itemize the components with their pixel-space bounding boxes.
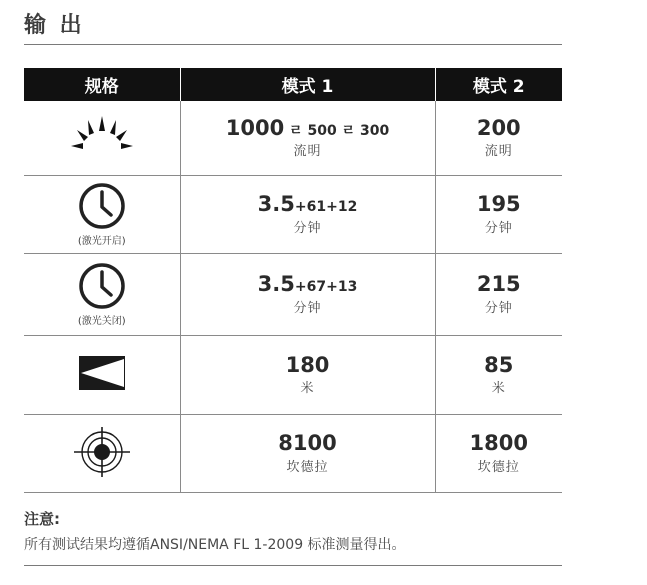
mode1-cell	[180, 336, 435, 415]
mode2-value: 1800	[469, 431, 528, 456]
mode1-cell	[180, 254, 435, 336]
target-crosshair-icon	[74, 427, 130, 477]
mode1-unit: 流明	[293, 144, 322, 160]
table-row	[24, 415, 562, 493]
mode1-value: 8100	[278, 431, 337, 456]
spec-cell	[24, 415, 180, 493]
spec-cell	[24, 336, 180, 415]
spec-cell	[24, 254, 180, 336]
mode1-value: 3.5+61+12	[257, 192, 358, 217]
mode2-value: 200	[476, 115, 521, 140]
mode2-unit: 分钟	[484, 220, 513, 236]
mode2-unit: 米	[491, 381, 506, 397]
table-row	[24, 254, 562, 336]
mode2-cell	[435, 101, 562, 176]
mode1-cell	[180, 101, 435, 176]
table-row	[24, 176, 562, 254]
mode1-value: 180	[285, 352, 330, 377]
clock-icon	[78, 182, 126, 230]
output-spec-table	[24, 68, 562, 493]
mode2-unit: 流明	[484, 144, 513, 160]
mode2-cell	[435, 415, 562, 493]
title-divider	[24, 44, 562, 45]
mode2-value: 215	[476, 272, 521, 297]
mode1-value: 1000 ㄹ 500 ㄹ 300	[225, 115, 390, 140]
mode2-cell	[435, 254, 562, 336]
mode2-value: 195	[476, 192, 521, 217]
mode2-cell	[435, 336, 562, 415]
mode1-unit: 分钟	[293, 300, 322, 316]
mode1-cell	[180, 176, 435, 254]
note-label: 注意:	[24, 510, 60, 528]
mode2-unit: 坎德拉	[477, 459, 520, 475]
mode2-unit: 分钟	[484, 300, 513, 316]
table-row	[24, 336, 562, 415]
note-text: 所有测试结果均遵循ANSI/NEMA FL 1-2009 标准测量得出。	[24, 537, 406, 553]
icon-caption: (激光关闭)	[77, 315, 126, 327]
spec-cell	[24, 176, 180, 254]
mode1-value: 3.5+67+13	[257, 272, 358, 297]
mode1-unit: 分钟	[293, 220, 322, 236]
mode1-unit: 坎德拉	[286, 459, 329, 475]
clock-icon	[78, 262, 126, 310]
table-row	[24, 101, 562, 176]
mode1-cell	[180, 415, 435, 493]
mode2-value: 85	[484, 352, 514, 377]
header-mode-1: 模式 1	[180, 68, 435, 101]
spec-cell	[24, 101, 180, 176]
section-title: 输 出	[24, 13, 85, 38]
mode1-unit: 米	[300, 381, 315, 397]
mode2-cell	[435, 176, 562, 254]
header-spec: 规格	[24, 68, 180, 101]
icon-caption: (激光开启)	[77, 235, 126, 247]
beam-distance-icon	[79, 355, 125, 391]
table-header-row	[24, 68, 562, 101]
footer-divider	[24, 565, 562, 566]
light-burst-icon	[69, 116, 135, 156]
header-mode-2: 模式 2	[435, 68, 562, 101]
